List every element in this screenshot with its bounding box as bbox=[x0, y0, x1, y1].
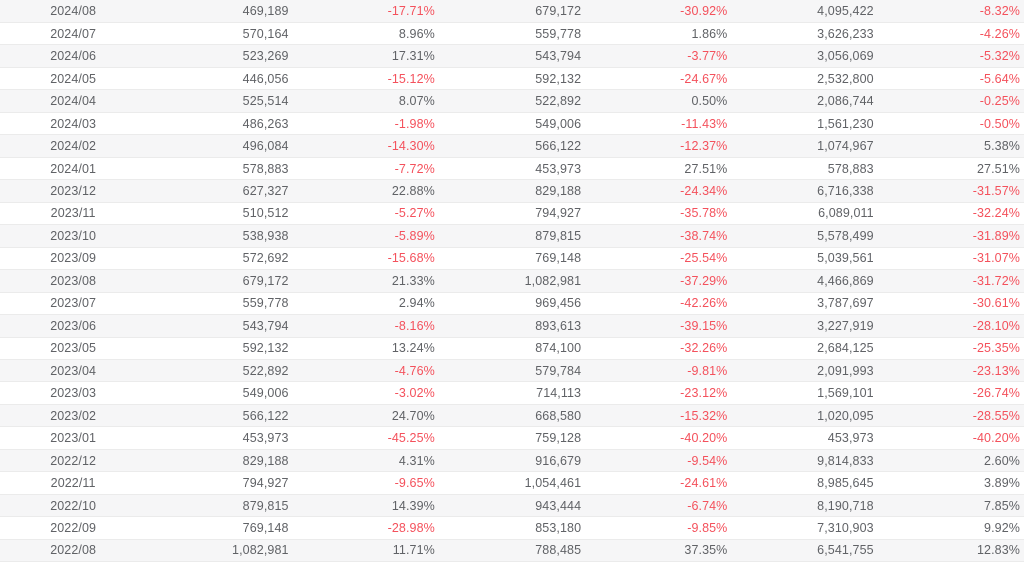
cell-monthly-value: 523,269 bbox=[146, 45, 292, 67]
cell-month: 2023/06 bbox=[0, 315, 146, 337]
cell-month: 2023/01 bbox=[0, 427, 146, 449]
cell-monthly-value: 510,512 bbox=[146, 202, 292, 224]
cell-monthly-value: 543,794 bbox=[146, 315, 292, 337]
cell-cumulative-value: 2,091,993 bbox=[731, 360, 877, 382]
cell-monthly-change-pct: 11.71% bbox=[293, 539, 439, 561]
cell-compare-change-pct: -9.85% bbox=[585, 517, 731, 539]
cell-monthly-change-pct: -28.98% bbox=[293, 517, 439, 539]
cell-monthly-change-pct: 14.39% bbox=[293, 494, 439, 516]
cell-month: 2022/10 bbox=[0, 494, 146, 516]
cell-month: 2024/06 bbox=[0, 45, 146, 67]
cell-compare-change-pct: -23.12% bbox=[585, 382, 731, 404]
cell-monthly-change-pct: -5.89% bbox=[293, 225, 439, 247]
cell-month: 2023/04 bbox=[0, 360, 146, 382]
cell-month: 2023/09 bbox=[0, 247, 146, 269]
cell-compare-value: 916,679 bbox=[439, 449, 585, 471]
cell-compare-change-pct: -24.61% bbox=[585, 472, 731, 494]
cell-compare-value: 549,006 bbox=[439, 112, 585, 134]
cell-monthly-value: 538,938 bbox=[146, 225, 292, 247]
cell-monthly-change-pct: -8.16% bbox=[293, 315, 439, 337]
table-row bbox=[0, 247, 1024, 269]
cell-monthly-change-pct: 2.94% bbox=[293, 292, 439, 314]
table-row bbox=[0, 494, 1024, 516]
cell-compare-value: 893,613 bbox=[439, 315, 585, 337]
table-row bbox=[0, 157, 1024, 179]
cell-cumulative-change-pct: -31.07% bbox=[878, 247, 1024, 269]
cell-monthly-value: 572,692 bbox=[146, 247, 292, 269]
cell-compare-value: 759,128 bbox=[439, 427, 585, 449]
table-row bbox=[0, 180, 1024, 202]
cell-monthly-value: 578,883 bbox=[146, 157, 292, 179]
table-row bbox=[0, 539, 1024, 561]
cell-compare-change-pct: -42.26% bbox=[585, 292, 731, 314]
cell-cumulative-change-pct: -28.55% bbox=[878, 404, 1024, 426]
cell-month: 2023/05 bbox=[0, 337, 146, 359]
cell-compare-value: 943,444 bbox=[439, 494, 585, 516]
cell-monthly-value: 566,122 bbox=[146, 404, 292, 426]
cell-compare-change-pct: -12.37% bbox=[585, 135, 731, 157]
cell-cumulative-value: 3,227,919 bbox=[731, 315, 877, 337]
cell-monthly-value: 679,172 bbox=[146, 270, 292, 292]
cell-compare-value: 668,580 bbox=[439, 404, 585, 426]
cell-month: 2023/07 bbox=[0, 292, 146, 314]
cell-cumulative-value: 8,190,718 bbox=[731, 494, 877, 516]
cell-monthly-change-pct: -45.25% bbox=[293, 427, 439, 449]
cell-cumulative-change-pct: -31.57% bbox=[878, 180, 1024, 202]
cell-monthly-change-pct: -1.98% bbox=[293, 112, 439, 134]
cell-monthly-value: 496,084 bbox=[146, 135, 292, 157]
cell-cumulative-value: 6,089,011 bbox=[731, 202, 877, 224]
cell-cumulative-value: 1,020,095 bbox=[731, 404, 877, 426]
cell-month: 2022/11 bbox=[0, 472, 146, 494]
cell-cumulative-value: 5,039,561 bbox=[731, 247, 877, 269]
table-row bbox=[0, 22, 1024, 44]
cell-monthly-change-pct: -15.12% bbox=[293, 67, 439, 89]
cell-monthly-change-pct: -5.27% bbox=[293, 202, 439, 224]
cell-compare-change-pct: -35.78% bbox=[585, 202, 731, 224]
cell-cumulative-change-pct: -25.35% bbox=[878, 337, 1024, 359]
cell-cumulative-change-pct: 12.83% bbox=[878, 539, 1024, 561]
table-row bbox=[0, 225, 1024, 247]
cell-monthly-change-pct: 21.33% bbox=[293, 270, 439, 292]
cell-cumulative-value: 3,787,697 bbox=[731, 292, 877, 314]
cell-monthly-change-pct: -9.65% bbox=[293, 472, 439, 494]
cell-cumulative-change-pct: -30.61% bbox=[878, 292, 1024, 314]
cell-monthly-value: 446,056 bbox=[146, 67, 292, 89]
table-row bbox=[0, 45, 1024, 67]
cell-compare-value: 579,784 bbox=[439, 360, 585, 382]
cell-cumulative-change-pct: -31.89% bbox=[878, 225, 1024, 247]
table-row bbox=[0, 0, 1024, 22]
cell-compare-change-pct: -24.34% bbox=[585, 180, 731, 202]
cell-cumulative-value: 5,578,499 bbox=[731, 225, 877, 247]
cell-compare-change-pct: 0.50% bbox=[585, 90, 731, 112]
cell-cumulative-change-pct: -31.72% bbox=[878, 270, 1024, 292]
cell-month: 2024/05 bbox=[0, 67, 146, 89]
cell-monthly-value: 469,189 bbox=[146, 0, 292, 22]
cell-compare-change-pct: -9.54% bbox=[585, 449, 731, 471]
cell-compare-change-pct: -40.20% bbox=[585, 427, 731, 449]
cell-cumulative-change-pct: -0.50% bbox=[878, 112, 1024, 134]
cell-monthly-change-pct: 24.70% bbox=[293, 404, 439, 426]
cell-monthly-value: 559,778 bbox=[146, 292, 292, 314]
cell-cumulative-change-pct: 3.89% bbox=[878, 472, 1024, 494]
table-row bbox=[0, 517, 1024, 539]
cell-monthly-change-pct: 13.24% bbox=[293, 337, 439, 359]
cell-monthly-value: 592,132 bbox=[146, 337, 292, 359]
cell-compare-value: 794,927 bbox=[439, 202, 585, 224]
cell-cumulative-change-pct: 7.85% bbox=[878, 494, 1024, 516]
table-row bbox=[0, 449, 1024, 471]
cell-compare-change-pct: -39.15% bbox=[585, 315, 731, 337]
table-row bbox=[0, 427, 1024, 449]
cell-compare-value: 453,973 bbox=[439, 157, 585, 179]
table-row bbox=[0, 112, 1024, 134]
cell-cumulative-change-pct: -23.13% bbox=[878, 360, 1024, 382]
cell-compare-value: 522,892 bbox=[439, 90, 585, 112]
cell-monthly-value: 453,973 bbox=[146, 427, 292, 449]
cell-cumulative-value: 2,532,800 bbox=[731, 67, 877, 89]
table-row bbox=[0, 472, 1024, 494]
cell-cumulative-value: 1,074,967 bbox=[731, 135, 877, 157]
cell-month: 2024/02 bbox=[0, 135, 146, 157]
cell-cumulative-change-pct: -4.26% bbox=[878, 22, 1024, 44]
cell-cumulative-change-pct: -8.32% bbox=[878, 0, 1024, 22]
cell-compare-value: 679,172 bbox=[439, 0, 585, 22]
cell-cumulative-change-pct: 5.38% bbox=[878, 135, 1024, 157]
cell-compare-change-pct: -3.77% bbox=[585, 45, 731, 67]
cell-monthly-value: 570,164 bbox=[146, 22, 292, 44]
cell-compare-value: 1,054,461 bbox=[439, 472, 585, 494]
cell-cumulative-change-pct: -0.25% bbox=[878, 90, 1024, 112]
cell-cumulative-value: 4,466,869 bbox=[731, 270, 877, 292]
cell-compare-value: 714,113 bbox=[439, 382, 585, 404]
cell-compare-change-pct: 1.86% bbox=[585, 22, 731, 44]
cell-cumulative-value: 2,086,744 bbox=[731, 90, 877, 112]
cell-monthly-value: 879,815 bbox=[146, 494, 292, 516]
cell-month: 2023/02 bbox=[0, 404, 146, 426]
cell-cumulative-change-pct: 9.92% bbox=[878, 517, 1024, 539]
cell-monthly-change-pct: 22.88% bbox=[293, 180, 439, 202]
cell-cumulative-value: 7,310,903 bbox=[731, 517, 877, 539]
cell-monthly-value: 794,927 bbox=[146, 472, 292, 494]
table-row bbox=[0, 135, 1024, 157]
table-row bbox=[0, 67, 1024, 89]
cell-cumulative-change-pct: -40.20% bbox=[878, 427, 1024, 449]
cell-monthly-change-pct: 8.07% bbox=[293, 90, 439, 112]
cell-cumulative-value: 9,814,833 bbox=[731, 449, 877, 471]
cell-cumulative-change-pct: -5.32% bbox=[878, 45, 1024, 67]
cell-compare-value: 874,100 bbox=[439, 337, 585, 359]
cell-monthly-value: 769,148 bbox=[146, 517, 292, 539]
cell-compare-value: 769,148 bbox=[439, 247, 585, 269]
cell-monthly-value: 829,188 bbox=[146, 449, 292, 471]
cell-compare-value: 566,122 bbox=[439, 135, 585, 157]
cell-month: 2024/03 bbox=[0, 112, 146, 134]
cell-month: 2023/08 bbox=[0, 270, 146, 292]
cell-compare-value: 1,082,981 bbox=[439, 270, 585, 292]
cell-month: 2024/07 bbox=[0, 22, 146, 44]
cell-month: 2022/09 bbox=[0, 517, 146, 539]
cell-compare-value: 879,815 bbox=[439, 225, 585, 247]
cell-compare-change-pct: -24.67% bbox=[585, 67, 731, 89]
table-row bbox=[0, 292, 1024, 314]
cell-monthly-value: 549,006 bbox=[146, 382, 292, 404]
cell-cumulative-change-pct: 27.51% bbox=[878, 157, 1024, 179]
table-row bbox=[0, 90, 1024, 112]
cell-compare-value: 592,132 bbox=[439, 67, 585, 89]
cell-cumulative-value: 4,095,422 bbox=[731, 0, 877, 22]
cell-compare-change-pct: -11.43% bbox=[585, 112, 731, 134]
table-row bbox=[0, 360, 1024, 382]
cell-monthly-value: 522,892 bbox=[146, 360, 292, 382]
cell-compare-value: 543,794 bbox=[439, 45, 585, 67]
cell-monthly-change-pct: 17.31% bbox=[293, 45, 439, 67]
cell-compare-change-pct: -9.81% bbox=[585, 360, 731, 382]
cell-compare-change-pct: -38.74% bbox=[585, 225, 731, 247]
cell-monthly-change-pct: -4.76% bbox=[293, 360, 439, 382]
cell-month: 2023/10 bbox=[0, 225, 146, 247]
cell-compare-change-pct: -37.29% bbox=[585, 270, 731, 292]
cell-monthly-change-pct: 4.31% bbox=[293, 449, 439, 471]
cell-cumulative-change-pct: 2.60% bbox=[878, 449, 1024, 471]
cell-cumulative-value: 453,973 bbox=[731, 427, 877, 449]
cell-month: 2022/12 bbox=[0, 449, 146, 471]
cell-monthly-change-pct: -14.30% bbox=[293, 135, 439, 157]
cell-compare-value: 853,180 bbox=[439, 517, 585, 539]
cell-monthly-change-pct: -17.71% bbox=[293, 0, 439, 22]
cell-compare-value: 829,188 bbox=[439, 180, 585, 202]
cell-cumulative-value: 6,541,755 bbox=[731, 539, 877, 561]
cell-compare-value: 559,778 bbox=[439, 22, 585, 44]
cell-cumulative-change-pct: -32.24% bbox=[878, 202, 1024, 224]
cell-monthly-value: 525,514 bbox=[146, 90, 292, 112]
cell-monthly-value: 486,263 bbox=[146, 112, 292, 134]
cell-cumulative-change-pct: -5.64% bbox=[878, 67, 1024, 89]
table-row bbox=[0, 382, 1024, 404]
cell-compare-value: 969,456 bbox=[439, 292, 585, 314]
cell-cumulative-value: 1,561,230 bbox=[731, 112, 877, 134]
table-row bbox=[0, 404, 1024, 426]
cell-compare-value: 788,485 bbox=[439, 539, 585, 561]
cell-cumulative-value: 8,985,645 bbox=[731, 472, 877, 494]
cell-compare-change-pct: -25.54% bbox=[585, 247, 731, 269]
cell-month: 2024/01 bbox=[0, 157, 146, 179]
cell-cumulative-change-pct: -28.10% bbox=[878, 315, 1024, 337]
table-row bbox=[0, 315, 1024, 337]
cell-compare-change-pct: -15.32% bbox=[585, 404, 731, 426]
cell-monthly-change-pct: -7.72% bbox=[293, 157, 439, 179]
table-row bbox=[0, 202, 1024, 224]
cell-month: 2024/08 bbox=[0, 0, 146, 22]
cell-cumulative-value: 3,626,233 bbox=[731, 22, 877, 44]
table-row bbox=[0, 270, 1024, 292]
cell-compare-change-pct: 27.51% bbox=[585, 157, 731, 179]
cell-monthly-value: 627,327 bbox=[146, 180, 292, 202]
cell-month: 2023/11 bbox=[0, 202, 146, 224]
cell-month: 2022/08 bbox=[0, 539, 146, 561]
cell-cumulative-value: 2,684,125 bbox=[731, 337, 877, 359]
cell-compare-change-pct: -6.74% bbox=[585, 494, 731, 516]
cell-cumulative-value: 578,883 bbox=[731, 157, 877, 179]
cell-monthly-value: 1,082,981 bbox=[146, 539, 292, 561]
table-row bbox=[0, 337, 1024, 359]
cell-monthly-change-pct: -15.68% bbox=[293, 247, 439, 269]
cell-month: 2023/12 bbox=[0, 180, 146, 202]
cell-monthly-change-pct: 8.96% bbox=[293, 22, 439, 44]
cell-month: 2024/04 bbox=[0, 90, 146, 112]
cell-cumulative-change-pct: -26.74% bbox=[878, 382, 1024, 404]
cell-compare-change-pct: 37.35% bbox=[585, 539, 731, 561]
cell-compare-change-pct: -30.92% bbox=[585, 0, 731, 22]
cell-cumulative-value: 3,056,069 bbox=[731, 45, 877, 67]
cell-month: 2023/03 bbox=[0, 382, 146, 404]
cell-cumulative-value: 1,569,101 bbox=[731, 382, 877, 404]
cell-compare-change-pct: -32.26% bbox=[585, 337, 731, 359]
cell-monthly-change-pct: -3.02% bbox=[293, 382, 439, 404]
cell-cumulative-value: 6,716,338 bbox=[731, 180, 877, 202]
